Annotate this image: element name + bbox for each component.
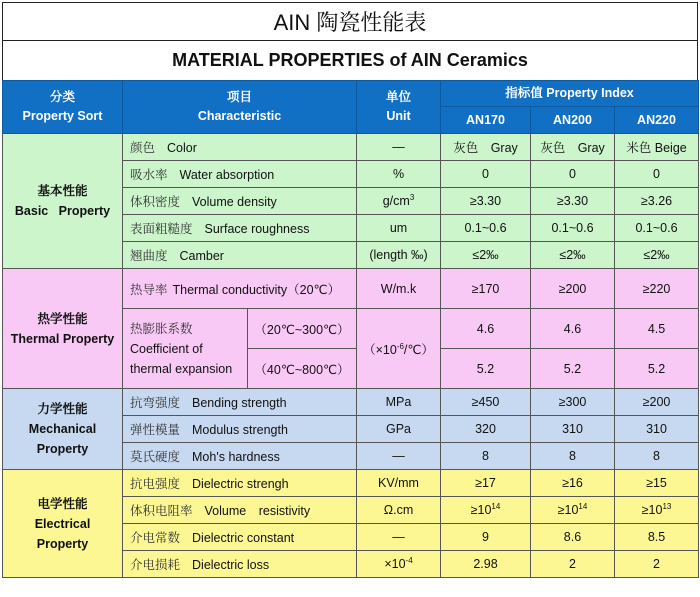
group-mechanical-label: 力学性能 Mechanical Property [3,389,123,470]
characteristic-cell: 弹性模量 Modulus strength [123,416,357,443]
temperature-range-cell: （20℃~300℃） [248,309,357,349]
value-cell: ≥17 [441,470,531,497]
value-cell: 2.98 [441,551,531,578]
header-characteristic: 项目 Characteristic [123,81,357,134]
header-row [3,81,699,107]
value-cell: ≥3.26 [615,188,699,215]
header-grade-an220: AN220 [615,107,699,134]
value-cell: ≤2‰ [615,242,699,269]
value-cell: ≥15 [615,470,699,497]
value-cell: 8 [531,443,615,470]
characteristic-cell: 抗电强度 Dielectric strengh [123,470,357,497]
header-property-index: 指标值 Property Index [441,81,699,107]
page-title: AIN 陶瓷性能表 [2,2,698,40]
value-cell: ≥200 [615,389,699,416]
group-thermal-label: 热学性能 Thermal Property [3,269,123,389]
characteristic-cell: 表面粗糙度 Surface roughness [123,215,357,242]
unit-cell: $g/cm^3$ [357,188,441,215]
unit-cell: (length ‰) [357,242,441,269]
value-cell: ≤2‰ [531,242,615,269]
value-cell: 灰色 Gray [531,134,615,161]
unit-cell: % [357,161,441,188]
value-cell: 9 [441,524,531,551]
value-cell: 0.1~0.6 [531,215,615,242]
characteristic-cell: 体积密度 Volume density [123,188,357,215]
characteristic-cell: 颜色 Color [123,134,357,161]
table-row [3,470,699,497]
value-cell: 2 [615,551,699,578]
value-cell: 5.2 [531,349,615,389]
table-row [3,269,699,309]
value-cell: 4.6 [441,309,531,349]
value-cell: ≤2‰ [441,242,531,269]
value-cell: ≥450 [441,389,531,416]
characteristic-cell: 翘曲度 Camber [123,242,357,269]
value-cell: 0 [441,161,531,188]
characteristic-cell: 介电常数 Dielectric constant [123,524,357,551]
unit-cell: $\times 10^{-4}$ [357,551,441,578]
unit-cell: — [357,443,441,470]
properties-table [2,80,699,578]
characteristic-cell: 介电损耗 Dielectric loss [123,551,357,578]
characteristic-cell: 莫氏硬度 Moh's hardness [123,443,357,470]
characteristic-cell: 吸水率 Water absorption [123,161,357,188]
value-cell: 5.2 [441,349,531,389]
value-cell: ≥3.30 [441,188,531,215]
value-cell: 4.5 [615,309,699,349]
unit-cell: um [357,215,441,242]
unit-cell: — [357,524,441,551]
unit-cell: — [357,134,441,161]
unit-cell: MPa [357,389,441,416]
table-row [3,389,699,416]
value-cell: 310 [531,416,615,443]
value-cell: 米色 Beige [615,134,699,161]
value-cell: $\ge 10^{13}$ [615,497,699,524]
expansion-characteristic-cell: 热膨胀系数 Coefficient of thermal expansion [123,309,248,389]
header-unit: 单位 Unit [357,81,441,134]
characteristic-cell: 抗弯强度 Bending strength [123,389,357,416]
properties-sheet [2,2,698,578]
value-cell: 320 [441,416,531,443]
header-grade-an200: AN200 [531,107,615,134]
value-cell: ≥170 [441,269,531,309]
value-cell: ≥3.30 [531,188,615,215]
value-cell: ≥300 [531,389,615,416]
value-cell: ≥16 [531,470,615,497]
value-cell: 8.6 [531,524,615,551]
page-subtitle: MATERIAL PROPERTIES of AIN Ceramics [2,40,698,80]
value-cell: ≥220 [615,269,699,309]
group-basic-label: 基本性能 Basic Property [3,134,123,269]
unit-cell: $(\times 10^{-6}/℃)$ [357,309,441,389]
value-cell: 310 [615,416,699,443]
unit-cell: Ω.cm [357,497,441,524]
unit-cell: KV/mm [357,470,441,497]
value-cell: 8.5 [615,524,699,551]
characteristic-cell: 热导率 Thermal conductivity（20℃） [123,269,357,309]
value-cell: 0 [531,161,615,188]
value-cell: 8 [441,443,531,470]
header-sort: 分类 Property Sort [3,81,123,134]
value-cell: 8 [615,443,699,470]
value-cell: 2 [531,551,615,578]
value-cell: 0 [615,161,699,188]
table-row [3,134,699,161]
value-cell: 灰色 Gray [441,134,531,161]
value-cell: $\ge 10^{14}$ [441,497,531,524]
value-cell: 0.1~0.6 [615,215,699,242]
temperature-range-cell: （40℃~800℃） [248,349,357,389]
value-cell: 4.6 [531,309,615,349]
group-electrical-label: 电学性能 Electrical Property [3,470,123,578]
characteristic-cell: 体积电阻率 Volume resistivity [123,497,357,524]
unit-cell: W/m.k [357,269,441,309]
unit-cell: GPa [357,416,441,443]
value-cell: 0.1~0.6 [441,215,531,242]
value-cell: 5.2 [615,349,699,389]
value-cell: ≥200 [531,269,615,309]
header-grade-an170: AN170 [441,107,531,134]
value-cell: $\ge 10^{14}$ [531,497,615,524]
